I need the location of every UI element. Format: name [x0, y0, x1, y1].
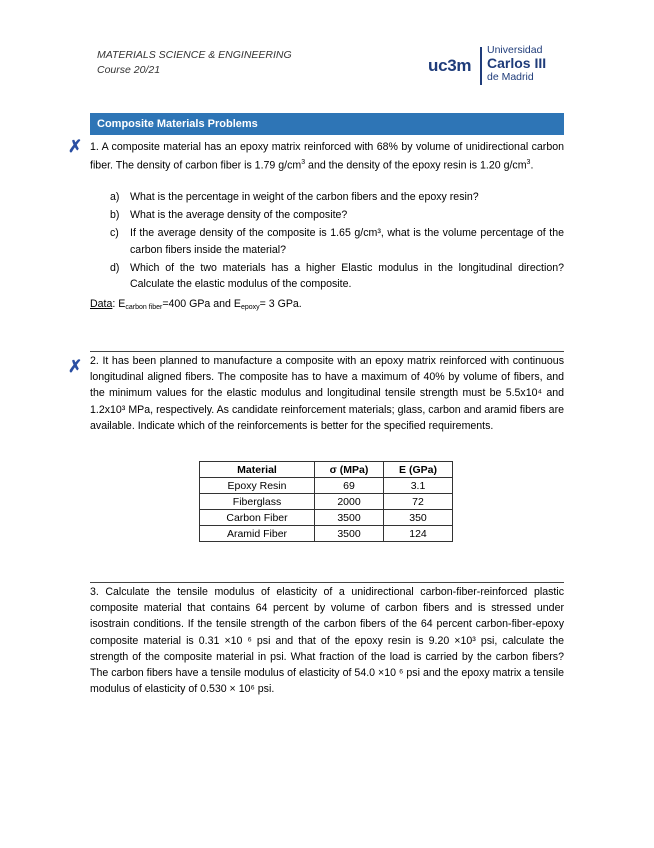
- q1-data-sub2: epoxy: [240, 304, 260, 311]
- table-header-cell: σ (MPa): [315, 462, 384, 478]
- table-cell: 3.1: [384, 478, 453, 494]
- q1-data-label: Data: [90, 298, 113, 310]
- divider-q2: [90, 351, 564, 352]
- table-header-row: [200, 462, 453, 478]
- logo-short: uc3m: [428, 56, 472, 75]
- q1-sup-2: 3: [526, 159, 531, 167]
- logo-name: [487, 44, 557, 83]
- table-cell: Fiberglass: [200, 494, 315, 510]
- table-cell: 2000: [315, 494, 384, 510]
- q1-data-val2: = 3 GPa.: [259, 298, 302, 310]
- q1-item-a: [110, 189, 564, 205]
- q1-item-text: If the average density of the composite is 1.65 g/cm³, what is the volume percentage of the carbon fibers inside the material?: [130, 227, 564, 256]
- logo-divider: [480, 47, 482, 85]
- table-row: [200, 478, 453, 494]
- q2-handwritten-mark: ✗: [68, 357, 83, 376]
- table-row: [200, 526, 453, 542]
- table-row: [200, 494, 453, 510]
- materials-table: [199, 461, 453, 542]
- q1-intro-part1: 1. A composite material has an epoxy matrix reinforced with 68% by volume of unidirectional carbon fiber. The density of carbon fiber is 1.79 g/cm: [90, 141, 564, 172]
- q1-handwritten-mark: ✗: [68, 137, 83, 156]
- q1-intro-end: .: [530, 159, 534, 172]
- q1-item-c: [110, 225, 564, 257]
- table-row: [200, 510, 453, 526]
- q1-item-d: [110, 260, 564, 292]
- table-cell: Aramid Fiber: [200, 526, 315, 542]
- divider-q3: [90, 582, 564, 583]
- q1-data-sep: : E: [112, 298, 126, 310]
- q1-subquestions: [110, 189, 564, 294]
- q1-data: [90, 298, 302, 311]
- table-header-cell: Material: [200, 462, 315, 478]
- q1-item-b: [110, 207, 564, 223]
- course-year: Course 20/21: [97, 64, 161, 76]
- table-cell: 3500: [315, 510, 384, 526]
- table-header-cell: E (GPa): [384, 462, 453, 478]
- section-banner: Composite Materials Problems: [90, 113, 564, 135]
- q3-statement: 3. Calculate the tensile modulus of elasticity of a unidirectional carbon-fiber-reinforced plastic composite material that contains 64 percent by volume of carbon fibers and is stressed under isostrain conditions. If the tensile strength of the carbon fibers of the 64 percent carbon-fiber-epoxy composite material is 0.31 ×10 ⁶ psi and that of the epoxy resin is 9.20 ×10³ psi, calculate the strength of the composite material in psi. What fraction of the load is carried by the carbon fibers? The carbon fibers have a tensile modulus of elasticity of 54.0 ×10 ⁶ psi and the epoxy matrix a tensile modulus of elasticity of 0.530 × 10⁶ psi.: [90, 586, 564, 696]
- q1-data-val1: =400 GPa and E: [162, 298, 241, 310]
- q1-item-label: b): [110, 209, 120, 222]
- q1-item-text: What is the average density of the composite?: [130, 209, 348, 222]
- table-cell: 69: [315, 478, 384, 494]
- q1-statement: [90, 139, 564, 174]
- q1-item-text: What is the percentage in weight of the carbon fibers and the epoxy resin?: [130, 191, 479, 203]
- course-header: [97, 48, 292, 78]
- logo-line3: de Madrid: [487, 71, 534, 83]
- q1-item-label: d): [110, 261, 120, 274]
- course-title: MATERIALS SCIENCE & ENGINEERING: [97, 49, 292, 61]
- q1-sup-1: 3: [301, 159, 306, 167]
- q1-intro-part2: and the density of the epoxy resin is 1.20 g/cm: [305, 159, 527, 172]
- table-cell: 3500: [315, 526, 384, 542]
- q1-item-label: a): [110, 191, 120, 203]
- q1-item-text: Which of the two materials has a higher Elastic modulus in the longitudinal direction? Calculate the elastic modulus of the composite.: [130, 261, 564, 291]
- logo-line1: Universidad: [487, 44, 543, 56]
- table-cell: 72: [384, 494, 453, 510]
- logo-line2: Carlos III: [487, 55, 547, 71]
- table-cell: Carbon Fiber: [200, 510, 315, 526]
- q1-data-sub1: carbon fiber: [125, 304, 163, 311]
- table-cell: 124: [384, 526, 453, 542]
- q2-statement: 2. It has been planned to manufacture a composite with an epoxy matrix reinforced with continuous longitudinal aligned fibers. The composite has to have a maximum of 40% by volume of fibers, and the minimum values for the elastic modulus and longitudinal tensile strength must be 5.5x10⁴ and 1.2x10³ MPa, respectively. As candidate reinforcement materials; glass, carbon and aramid fibers are available. Indicate which of the reinforcements is better for the specified requirements.: [90, 355, 564, 432]
- table-cell: 350: [384, 510, 453, 526]
- q1-item-label: c): [110, 227, 119, 240]
- table-cell: Epoxy Resin: [200, 478, 315, 494]
